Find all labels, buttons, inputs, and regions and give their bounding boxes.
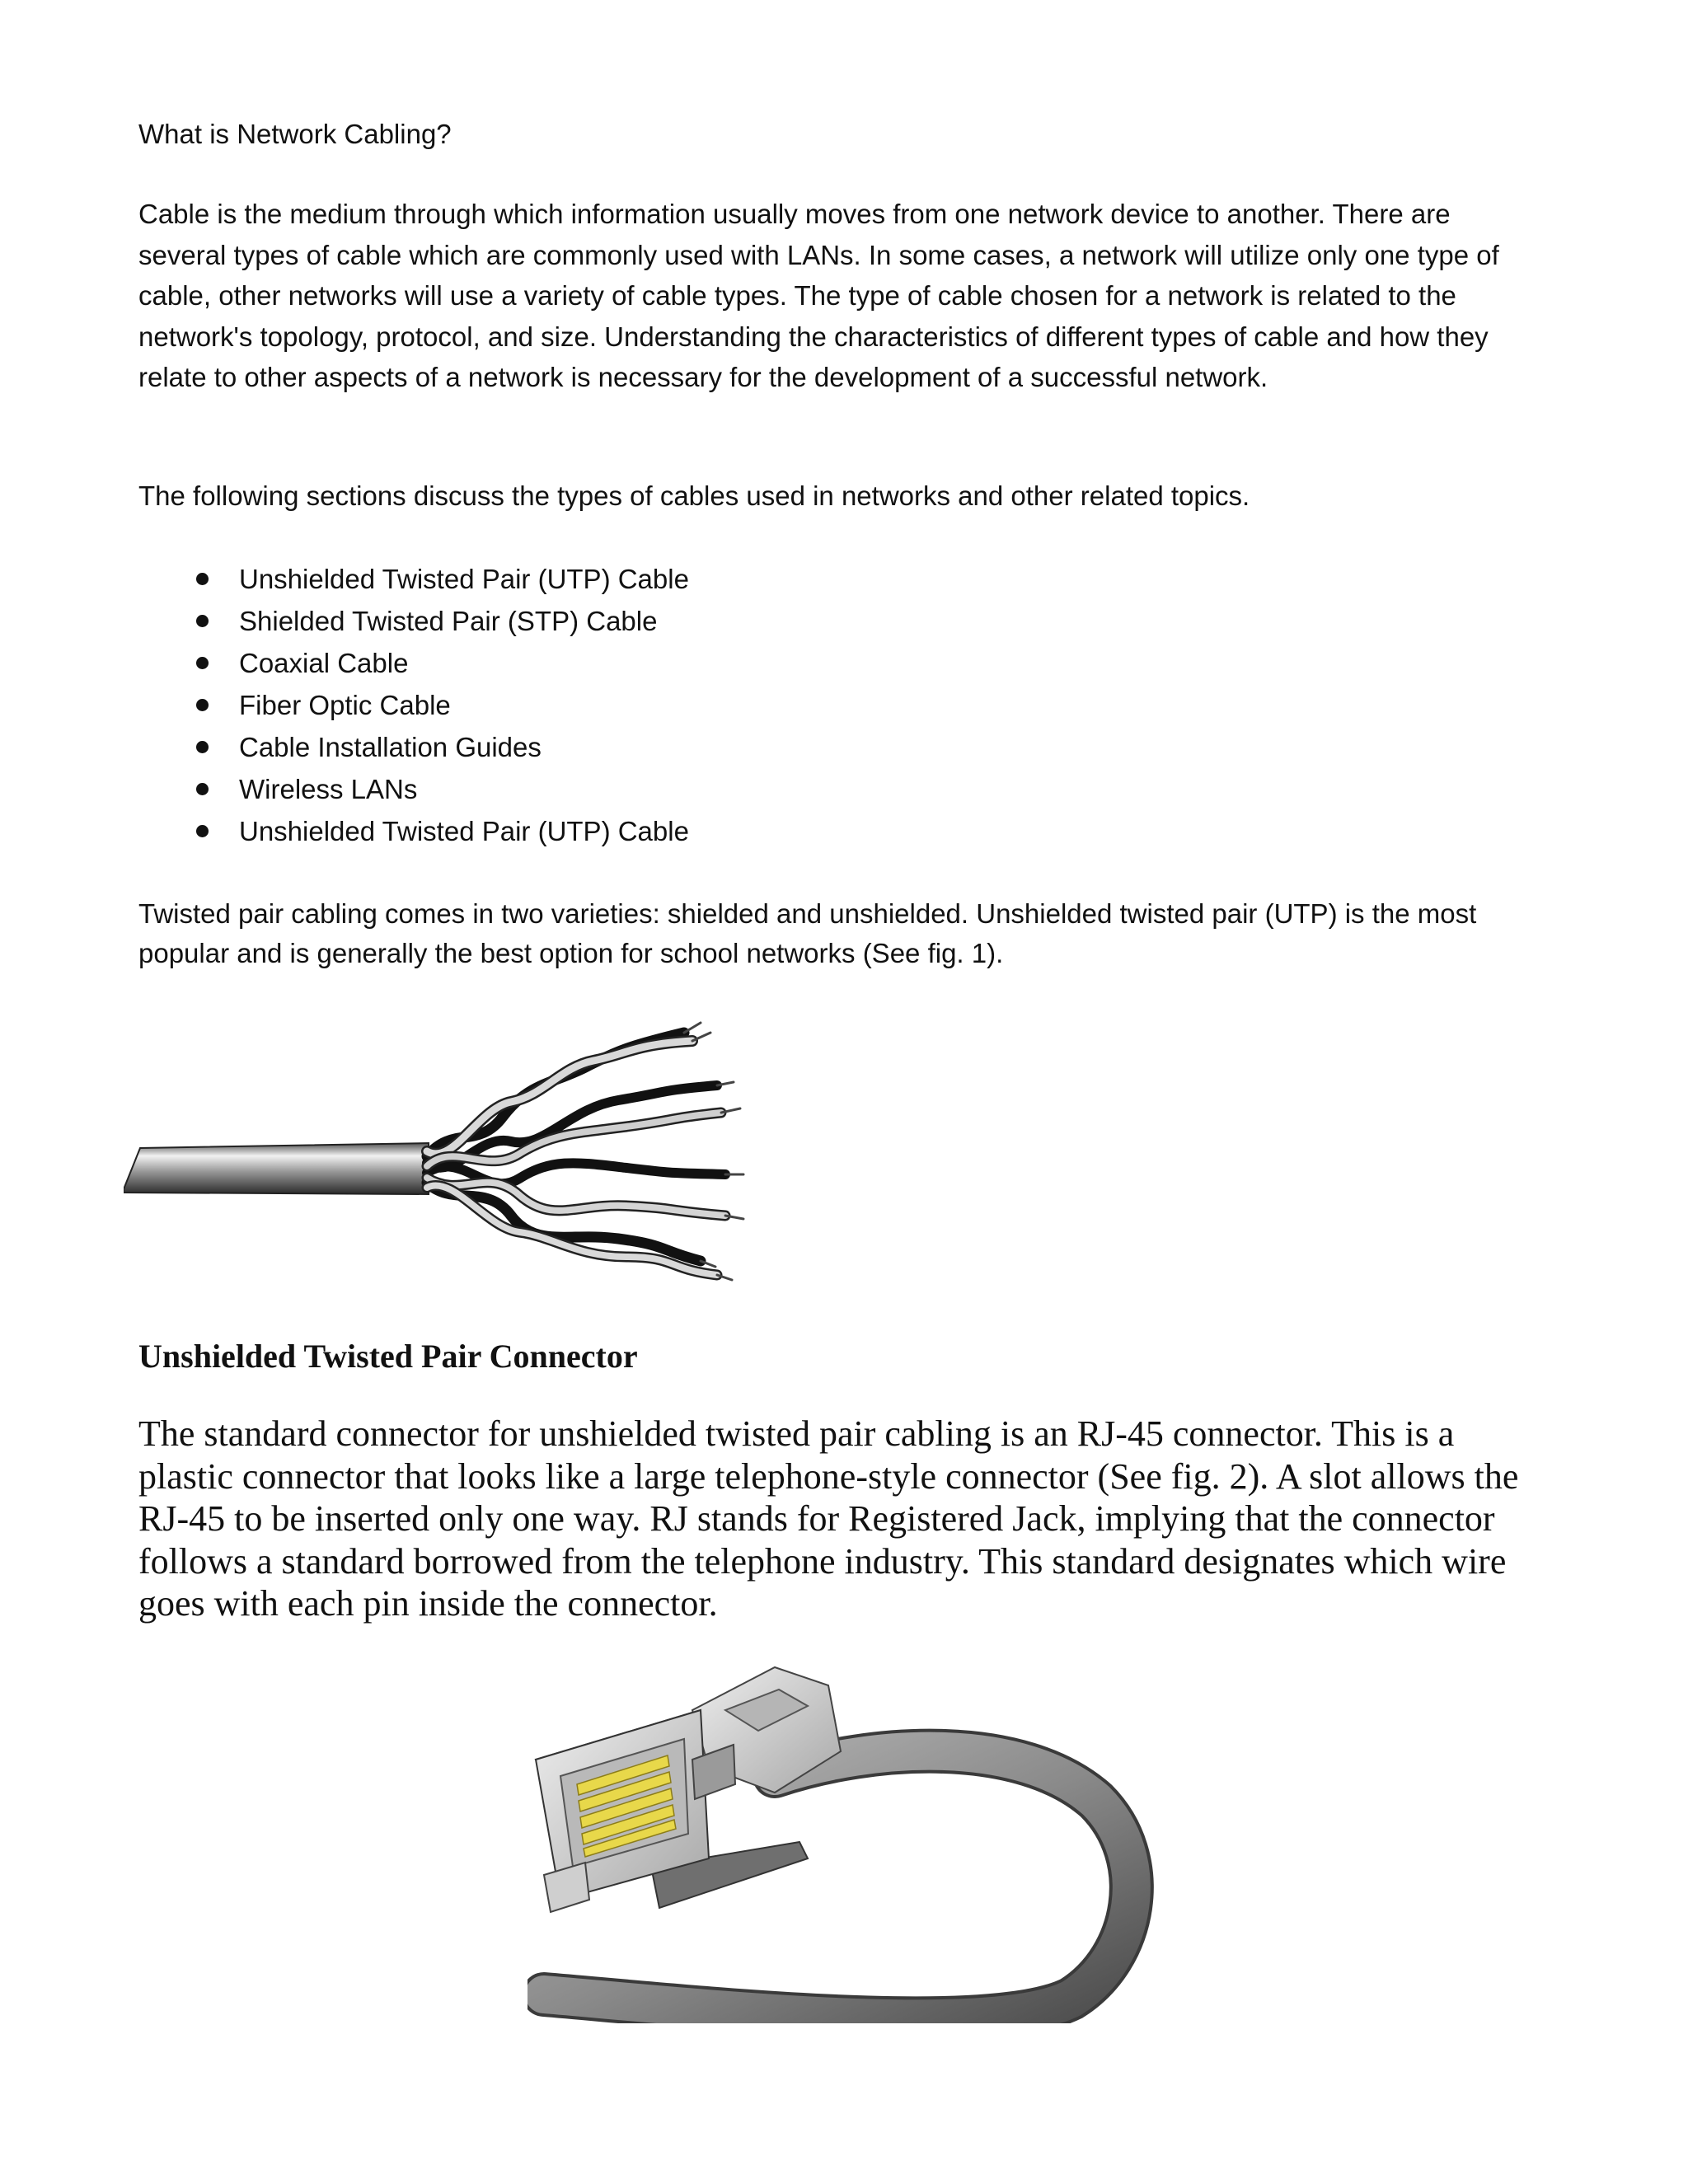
- list-item: [138, 726, 689, 768]
- sections-intro: The following sections discuss the types of cables used in networks and other related topics.: [138, 480, 1250, 511]
- bullet-icon: [196, 699, 209, 711]
- rj45-connector-icon: [528, 1661, 1170, 2023]
- list-item-label: Shielded Twisted Pair (STP) Cable: [239, 606, 658, 636]
- list-item: [138, 810, 689, 852]
- utp-cable-icon: [124, 1010, 750, 1282]
- bullet-icon: [196, 573, 209, 585]
- page-title: What is Network Cabling?: [138, 119, 452, 149]
- bullet-icon: [196, 825, 209, 837]
- bullet-icon: [196, 615, 209, 627]
- list-item: [138, 768, 689, 810]
- connector-paragraph: The standard connector for unshielded twisted pair cabling is an RJ-45 connector. This is a plastic connector that looks like a large telephone-style connector (See fig. 2). A slot allows the RJ-45 to be inserted only one way. RJ stands for Registered Jack, implying that the connector follows a standard borrowed from the telephone industry. This standard designates which wire goes with each pin inside the connector.: [138, 1413, 1519, 1624]
- bullet-icon: [196, 657, 209, 669]
- intro-paragraph: Cable is the medium through which information usually moves from one network device to another. There are several types of cable which are commonly used with LANs. In some cases, a network will utilize only one type of cable, other networks will use a variety of cable types. The type of cable chosen for a network is related to the network's topology, protocol, and size. Understanding the characteristics of different types of cable and how they relate to other aspects of a network is necessary for the development of a successful network.: [138, 199, 1499, 392]
- list-item-label: Cable Installation Guides: [239, 732, 542, 762]
- connector-heading: Unshielded Twisted Pair Connector: [138, 1338, 638, 1375]
- list-item: [138, 558, 689, 600]
- sections-list: [138, 558, 689, 852]
- list-item-label: Unshielded Twisted Pair (UTP) Cable: [239, 816, 689, 846]
- bullet-icon: [196, 783, 209, 795]
- list-item: [138, 642, 689, 684]
- list-item-label: Unshielded Twisted Pair (UTP) Cable: [239, 564, 689, 594]
- bullet-icon: [196, 741, 209, 753]
- list-item-label: Wireless LANs: [239, 774, 418, 804]
- list-item-label: Coaxial Cable: [239, 648, 409, 678]
- list-item: [138, 684, 689, 726]
- twisted-pair-paragraph: Twisted pair cabling comes in two varieties: shielded and unshielded. Unshielded twisted pair (UTP) is the most popular and is generally the best option for school networks (See fig. 1).: [138, 898, 1477, 968]
- list-item: [138, 600, 689, 642]
- list-item-label: Fiber Optic Cable: [239, 690, 451, 720]
